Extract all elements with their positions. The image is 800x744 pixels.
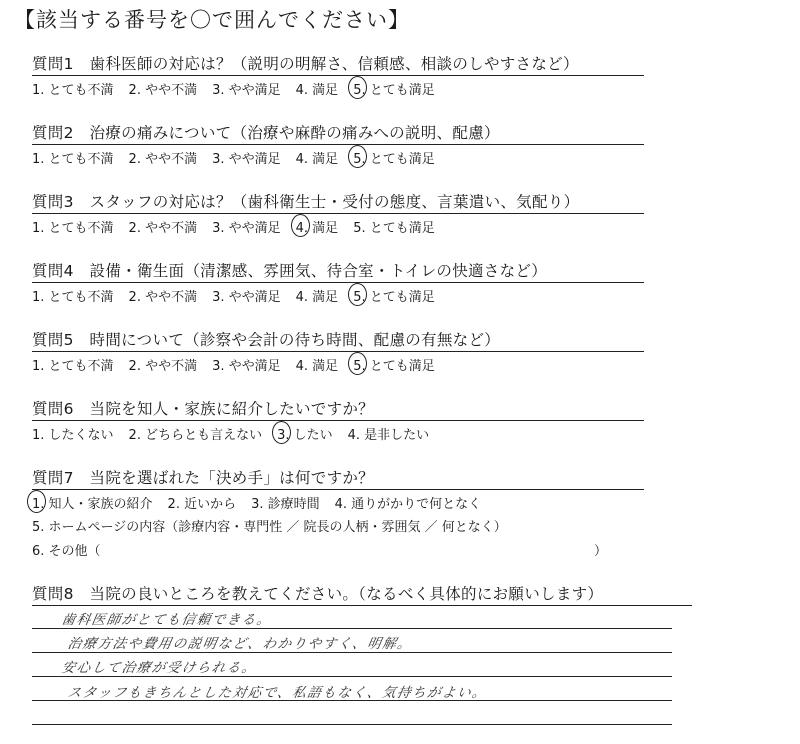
rating-option[interactable]: 2. やや不満 — [128, 221, 198, 236]
rating-option[interactable]: 5. とても満足 — [353, 79, 435, 98]
handwritten-answer-2: 治療方法や費用の説明など、わかりやすく、明解。 — [66, 636, 414, 652]
question-8-title: 質問8 当院の良いところを教えてください。（なるべく具体的にお願いします） — [32, 582, 692, 606]
question-title: 質問1 歯科医師の対応は？（説明の明解さ、信頼感、相談のしやすさなど） — [32, 52, 644, 76]
question-title: 質問3 スタッフの対応は？（歯科衛生士・受付の態度、言葉遣い、気配り） — [32, 190, 644, 214]
question-title: 質問6 当院を知人・家族に紹介したいですか？ — [32, 397, 644, 421]
selected-answer-circle — [27, 490, 46, 513]
rating-option[interactable]: 4. 満足 — [295, 83, 339, 98]
instructions-header: 【該当する番号を〇で囲んでください】 — [14, 8, 410, 32]
selected-answer-circle — [348, 352, 367, 375]
selected-answer-circle — [272, 421, 291, 444]
rating-option[interactable]: 1. とても不満 — [32, 83, 114, 98]
rating-option[interactable]: 4. 満足 — [295, 359, 339, 374]
answer-line — [32, 652, 672, 653]
rating-option[interactable]: 5. とても満足 — [353, 221, 435, 236]
rating-option[interactable]: 3. したい — [277, 424, 333, 443]
question-6 — [32, 397, 644, 443]
question-options — [32, 148, 644, 167]
rating-option[interactable]: 4. 満足 — [295, 290, 339, 305]
reason-option[interactable]: 1. 知人・家族の紹介 — [32, 493, 153, 512]
rating-option[interactable]: 3. やや満足 — [212, 359, 281, 374]
question-5 — [32, 328, 644, 374]
question-options — [32, 355, 644, 374]
reason-option[interactable]: 4. 通りがかりで何となく — [334, 497, 482, 512]
rating-option[interactable]: 3. やや満足 — [212, 152, 281, 167]
rating-option[interactable]: 1. とても不満 — [32, 290, 114, 305]
rating-option[interactable]: 2. やや不満 — [128, 359, 198, 374]
rating-option[interactable]: 1. とても不満 — [32, 152, 114, 167]
question-3 — [32, 190, 644, 236]
other-close-paren: ） — [594, 544, 608, 559]
selected-answer-circle — [348, 76, 367, 99]
rating-option[interactable]: 5. とても満足 — [353, 355, 435, 374]
rating-option[interactable]: 3. やや満足 — [212, 290, 281, 305]
answer-line — [32, 676, 672, 677]
rating-option[interactable]: 4. 満足 — [296, 217, 339, 236]
rating-option[interactable]: 1. とても不満 — [32, 359, 114, 374]
question-title: 質問4 設備・衛生面（清潔感、雰囲気、待合室・トイレの快適さなど） — [32, 259, 644, 283]
selected-answer-circle — [348, 283, 367, 306]
question-1 — [32, 52, 644, 98]
rating-option[interactable]: 2. やや不満 — [128, 290, 198, 305]
question-options — [32, 424, 644, 443]
rating-option[interactable]: 3. やや満足 — [212, 83, 281, 98]
question-options — [32, 79, 644, 98]
question-2 — [32, 121, 644, 167]
rating-option[interactable]: 4. 是非したい — [347, 428, 430, 443]
question-title: 質問2 治療の痛みについて（治療や麻酔の痛みへの説明、配慮） — [32, 121, 644, 145]
question-7-options — [32, 493, 644, 512]
rating-option[interactable]: 2. どちらとも言えない — [128, 428, 263, 443]
rating-option[interactable]: 4. 満足 — [295, 152, 339, 167]
question-7-option-6[interactable] — [32, 540, 608, 559]
rating-option[interactable]: 2. やや不満 — [128, 152, 198, 167]
selected-answer-circle — [291, 214, 310, 237]
answer-line — [32, 724, 672, 725]
reason-option[interactable]: 2. 近いから — [167, 497, 237, 512]
other-label: 6. その他（ — [32, 544, 101, 559]
question-7-title: 質問7 当院を選ばれた「決め手」は何ですか？ — [32, 466, 644, 490]
question-8 — [32, 582, 692, 606]
question-title: 質問5 時間について（診察や会計の待ち時間、配慮の有無など） — [32, 328, 644, 352]
question-options — [32, 217, 644, 236]
question-7 — [32, 466, 644, 512]
question-options — [32, 286, 644, 305]
rating-option[interactable]: 5. とても満足 — [353, 286, 435, 305]
rating-option[interactable]: 5. とても満足 — [353, 148, 435, 167]
handwritten-answer-1: 歯科医師がとても信頼できる。 — [60, 612, 274, 628]
rating-option[interactable]: 1. とても不満 — [32, 221, 114, 236]
rating-option[interactable]: 2. やや不満 — [128, 83, 198, 98]
rating-option[interactable]: 3. やや満足 — [212, 221, 281, 236]
handwritten-answer-3: 安心して治療が受けられる。 — [60, 660, 259, 676]
answer-line — [32, 628, 672, 629]
question-7-option-5[interactable]: 5. ホームページの内容（診療内容・専門性 ／ 院長の人柄・雰囲気 ／ 何となく） — [32, 520, 507, 535]
reason-option[interactable]: 3. 診療時間 — [251, 497, 320, 512]
rating-option[interactable]: 1. したくない — [32, 428, 114, 443]
question-4 — [32, 259, 644, 305]
handwritten-answer-4: スタッフもきちんとした対応で、私語もなく、気持ちがよい。 — [66, 685, 489, 701]
selected-answer-circle — [348, 145, 367, 168]
